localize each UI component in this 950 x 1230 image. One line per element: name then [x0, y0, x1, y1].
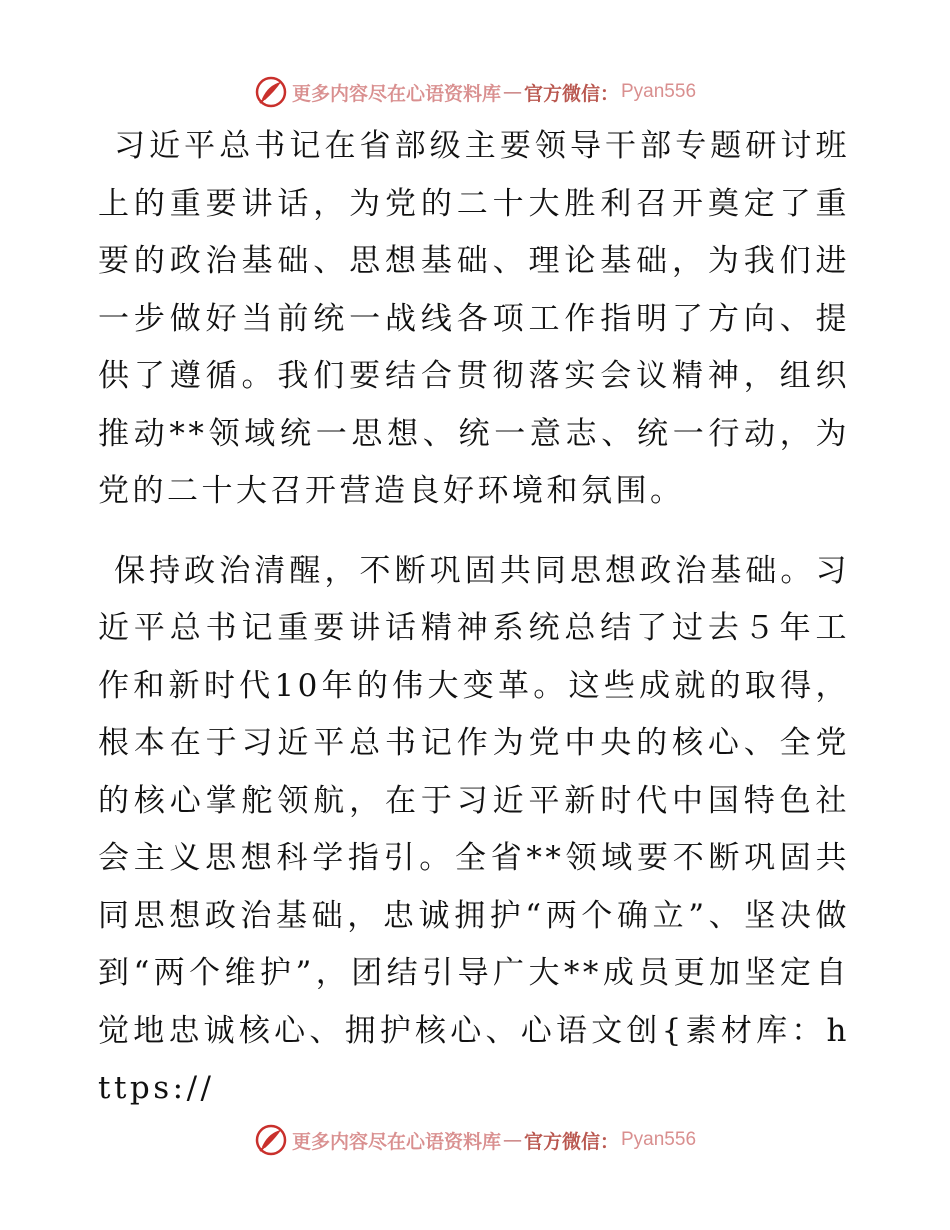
paragraph-1: 习近平总书记在省部级主要领导干部专题研讨班上的重要讲话，为党的二十大胜利召开奠定了重要的政治基础、思想基础、理论基础，为我们进一步做好当前统一战线各项工作指明了方向、提供了遵循。我们要结合贯彻落实会议精神，组织推动**领域统一思想、统一意志、统一行动，为党的二十大召开营造良好环境和氛围。	[98, 128, 850, 509]
banner-text: 更多内容尽在心语资料库	[291, 1130, 501, 1153]
banner-separator: —	[502, 81, 522, 103]
quill-logo-icon	[254, 75, 288, 109]
quill-logo-icon	[254, 1123, 288, 1157]
header-banner	[0, 72, 950, 112]
banner-text: 更多内容尽在心语资料库	[291, 82, 501, 105]
banner-wechat-id: Pyan556	[621, 1129, 697, 1150]
paragraph-2: 保持政治清醒，不断巩固共同思想政治基础。习近平总书记重要讲话精神系统总结了过去５年工作和新时代10年的伟大变革。这些成就的取得，根本在于习近平总书记作为党中央的核心、全党的核心掌舵领航，在于习近平新时代中国特色社会主义思想科学指引。全省**领域要不断巩固共同思想政治基础，忠诚拥护“两个确立”、坚决做到“两个维护”，团结引导广大**成员更加坚定自觉地忠诚核心、拥护核心、心语文创{素材库：https://	[98, 552, 850, 1106]
banner-wechat-id: Pyan556	[621, 81, 697, 102]
document-body	[98, 118, 850, 1118]
banner-wechat-label: 官方微信：	[523, 82, 619, 105]
footer-banner	[0, 1120, 950, 1160]
banner-separator: —	[502, 1129, 522, 1151]
banner-wechat-label: 官方微信：	[523, 1130, 619, 1153]
